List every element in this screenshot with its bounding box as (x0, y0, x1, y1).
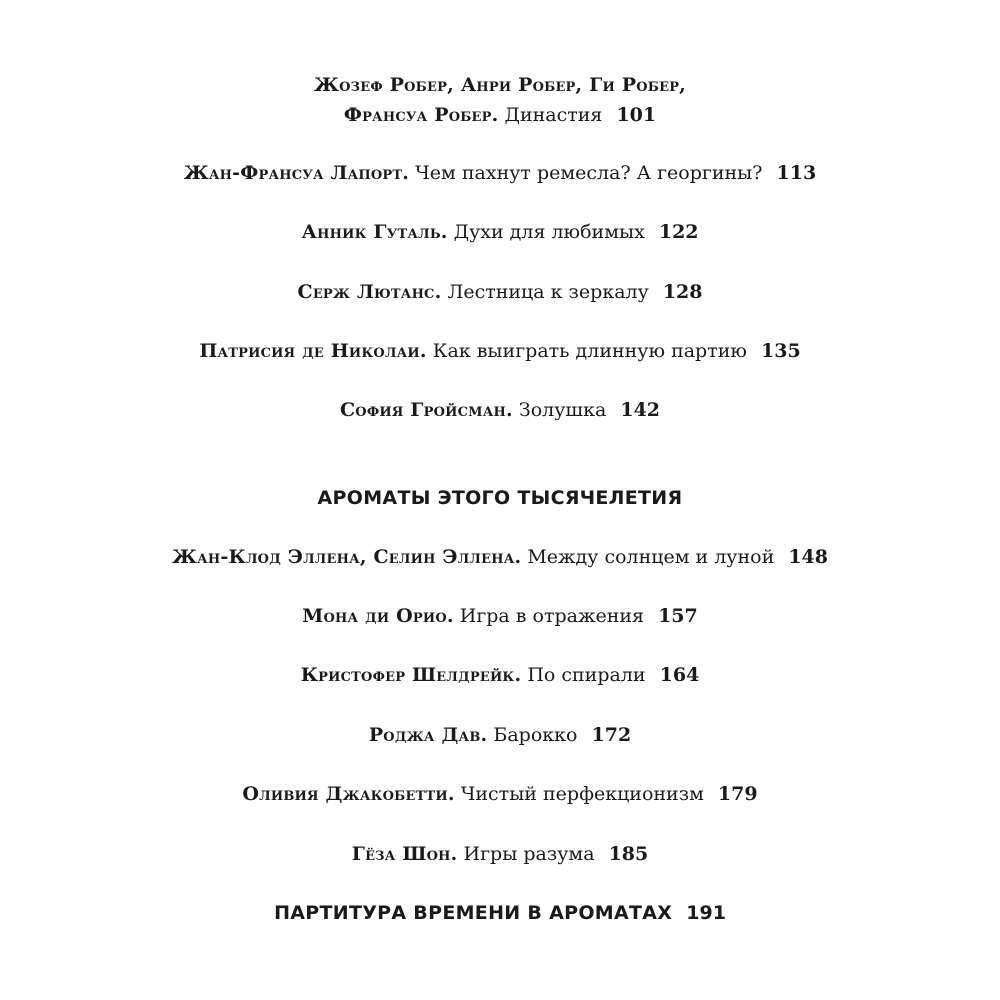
toc-author: Гёза Шон. (351, 843, 458, 865)
toc-title: Золушка (518, 399, 607, 421)
toc-page-number: 122 (658, 221, 699, 243)
toc-section-heading-score (0, 900, 1000, 926)
toc-entry-robert-line2 (0, 102, 1000, 128)
toc-title: Как выиграть длинную партию (432, 340, 747, 362)
toc-entry-laporte (0, 160, 1000, 186)
section-heading: АРОМАТЫ ЭТОГО ТЫСЯЧЕЛЕТИЯ (317, 487, 683, 509)
toc-page-number: 128 (662, 281, 703, 303)
toc-entry-robert-line1 (0, 72, 1000, 98)
toc-entry-goutal (0, 219, 1000, 245)
toc-author: Франсуа Робер. (343, 104, 499, 126)
toc-author: Роджа Дав. (368, 724, 488, 746)
toc-entry-lutens (0, 279, 1000, 305)
toc-entry-grojsman (0, 397, 1000, 423)
toc-page-number: 148 (788, 546, 828, 568)
toc-entry-schoen (0, 841, 1000, 867)
toc-title: По спирали (527, 664, 646, 686)
toc-title: Чем пахнут ремесла? А георгины? (415, 162, 763, 184)
toc-title: Барокко (493, 724, 578, 746)
toc-title: Игры разума (463, 843, 595, 865)
toc-author: Жан-Клод Эллена, Селин Эллена. (172, 546, 522, 568)
toc-author: Жозеф Робер, Анри Робер, Ги Робер, (313, 74, 687, 96)
toc-author: Кристофер Шелдрейк. (300, 664, 522, 686)
toc-title: Династия (504, 104, 603, 126)
toc-entry-giacobetti (0, 781, 1000, 807)
toc-section-heading-millennium (0, 485, 1000, 511)
toc-page-number: 191 (686, 902, 726, 924)
toc-page-number: 135 (761, 340, 801, 362)
toc-page-number: 172 (591, 724, 632, 746)
section-heading: ПАРТИТУРА ВРЕМЕНИ В АРОМАТАХ (274, 902, 673, 924)
toc-entry-orio (0, 603, 1000, 629)
toc-author: Анник Гуталь. (301, 221, 448, 243)
toc-page-number: 185 (608, 843, 649, 865)
toc-entry-nicolai (0, 338, 1000, 364)
toc-page-number: 164 (659, 664, 700, 686)
toc-page-number: 179 (717, 783, 758, 805)
toc-title: Лестница к зеркалу (447, 281, 649, 303)
toc-title: Игра в отражения (459, 605, 645, 627)
toc-author: Жан-Франсуа Лапорт. (183, 162, 410, 184)
toc-author: Оливия Джакобетти. (242, 783, 455, 805)
toc-author: Мона ди Орио. (302, 605, 454, 627)
toc-title: Между солнцем и луной (527, 546, 775, 568)
toc-page-number: 113 (776, 162, 817, 184)
toc-author: Патрисия де Николаи. (199, 340, 427, 362)
toc-page-number: 142 (620, 399, 661, 421)
toc-author: София Гройсман. (339, 399, 513, 421)
toc-page-number: 157 (658, 605, 698, 627)
toc-entry-sheldrake (0, 662, 1000, 688)
toc-entry-ellena (0, 544, 1000, 570)
toc-entry-dove (0, 722, 1000, 748)
toc-page-number: 101 (616, 104, 657, 126)
toc-title: Духи для любимых (453, 221, 645, 243)
toc-title: Чистый перфекционизм (460, 783, 704, 805)
toc-author: Серж Лютанс. (297, 281, 442, 303)
